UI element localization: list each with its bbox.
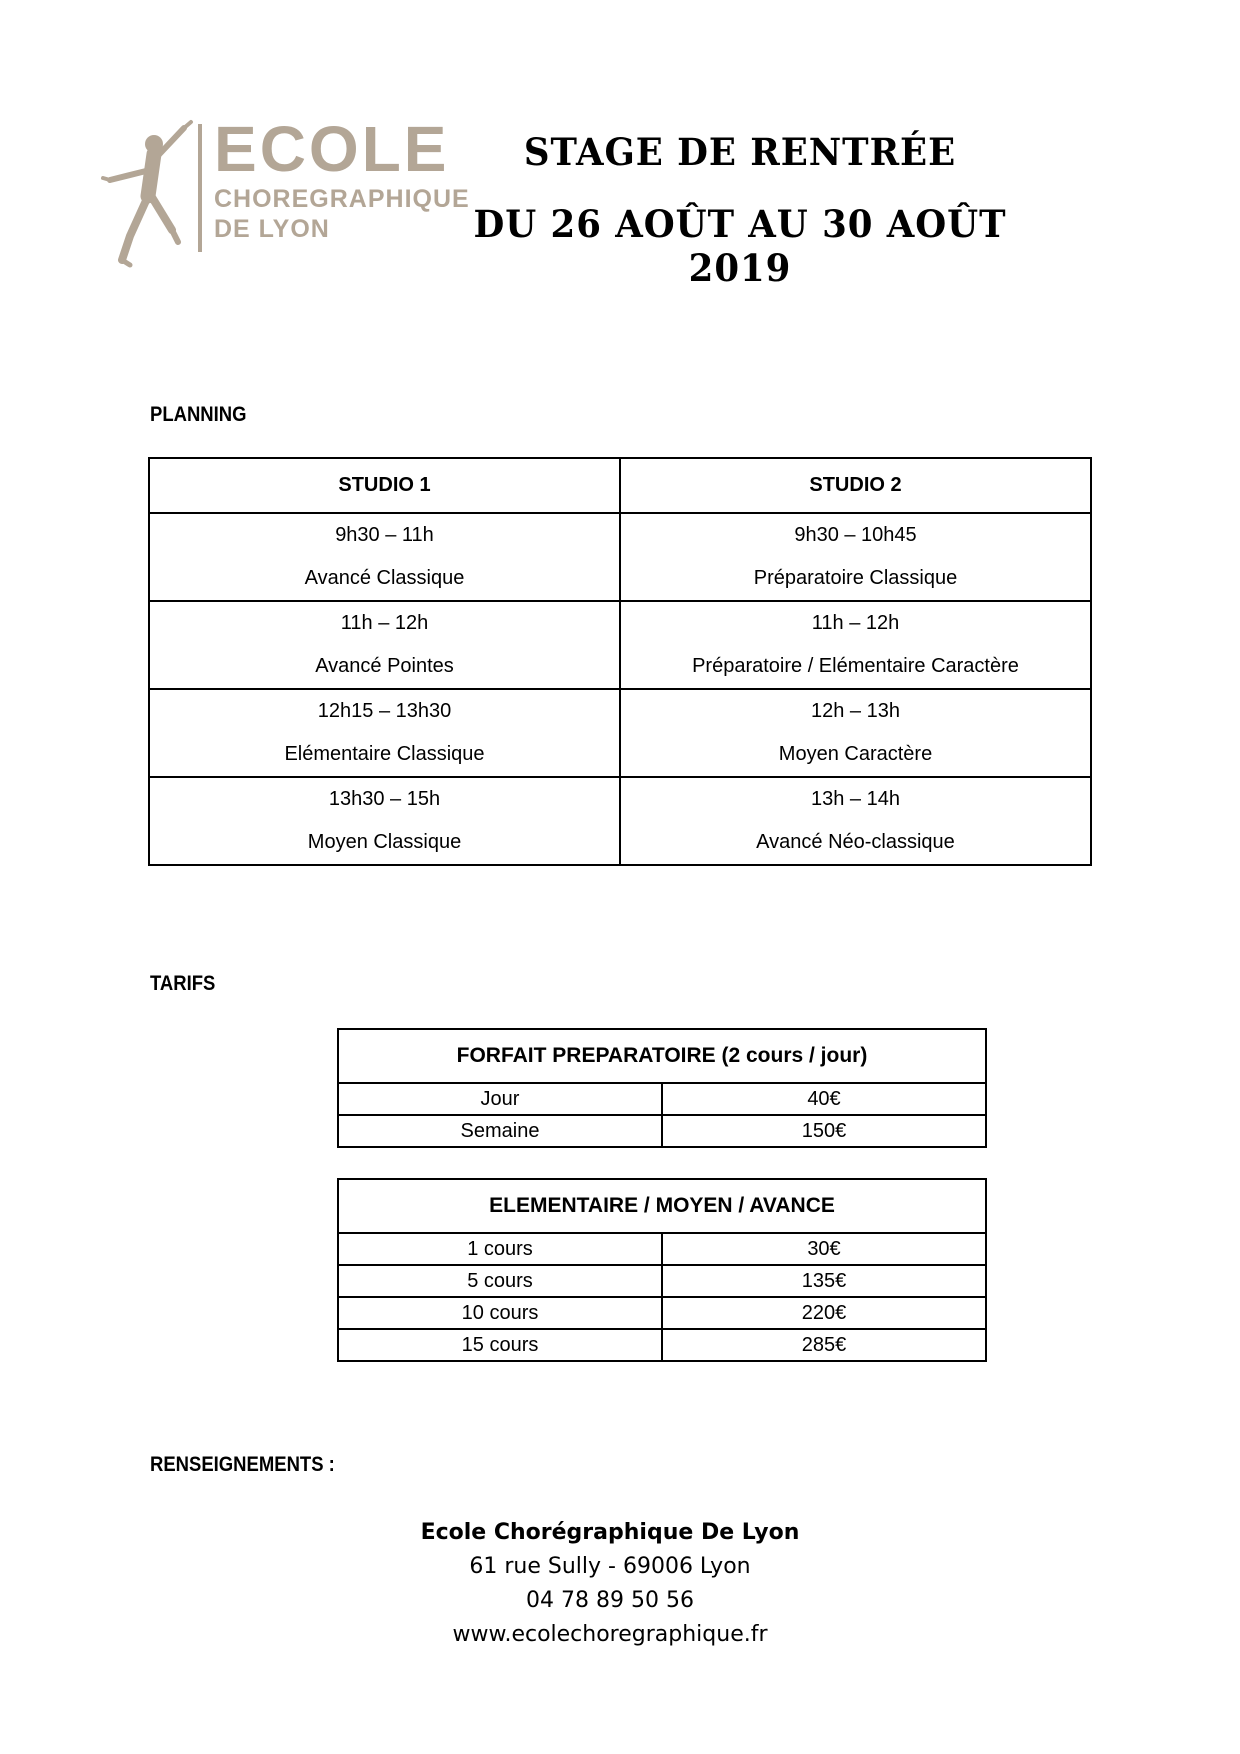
planning-cell: [620, 689, 1091, 777]
slot-time: 11h – 12h: [811, 612, 900, 634]
planning-cell: [149, 777, 620, 865]
planning-header-row: [149, 458, 1091, 513]
planning-column-studio2: STUDIO 2: [620, 458, 1091, 513]
planning-column-studio1: STUDIO 1: [149, 458, 620, 513]
slot-course: Avancé Néo-classique: [756, 831, 955, 853]
tarif-row: [338, 1083, 986, 1115]
tarif-header-row: [338, 1029, 986, 1083]
slot-course: Préparatoire / Elémentaire Caractère: [692, 655, 1019, 677]
slot-time: 11h – 12h: [340, 612, 429, 634]
planning-cell: [620, 777, 1091, 865]
tarif-item: 5 cours: [338, 1265, 662, 1297]
tarif-item: 1 cours: [338, 1233, 662, 1265]
slot-time: 13h30 – 15h: [328, 788, 441, 810]
planning-row: [149, 601, 1091, 689]
slot-course: Elémentaire Classique: [284, 743, 485, 765]
logo-subtitle-1: CHOREGRAPHIQUE: [214, 185, 470, 213]
logo-divider: [198, 124, 202, 252]
slot-course: Avancé Pointes: [315, 655, 454, 677]
slot-time: 9h30 – 10h45: [794, 524, 917, 546]
tarif-row: [338, 1115, 986, 1147]
planning-table: [148, 457, 1092, 866]
tarif-row: [338, 1265, 986, 1297]
planning-section-label: PLANNING: [150, 403, 247, 426]
slot-course: Moyen Caractère: [778, 743, 933, 765]
slot-course: Préparatoire Classique: [753, 567, 958, 589]
renseignements-section-label: RENSEIGNEMENTS :: [150, 1453, 335, 1476]
slot-time: 12h15 – 13h30: [317, 700, 452, 722]
tarif-price: 150€: [662, 1115, 986, 1147]
slot-time: 13h – 14h: [811, 788, 900, 810]
tarif-price: 40€: [662, 1083, 986, 1115]
tarifs-section-label: TARIFS: [150, 972, 216, 995]
planning-row: [149, 513, 1091, 601]
logo-name: ECOLE: [214, 113, 450, 185]
planning-cell: [149, 601, 620, 689]
slot-course: Moyen Classique: [307, 831, 462, 853]
tarif-item: Jour: [338, 1083, 662, 1115]
tarif-row: [338, 1233, 986, 1265]
tarif-price: 285€: [662, 1329, 986, 1361]
tarif-table-title: FORFAIT PREPARATOIRE (2 cours / jour): [338, 1029, 986, 1083]
planning-cell: [149, 513, 620, 601]
tarif-item: 10 cours: [338, 1297, 662, 1329]
title-line-2: DU 26 AOÛT AU 30 AOÛT 2019: [473, 202, 1007, 290]
tarif-item: Semaine: [338, 1115, 662, 1147]
tarif-table-elementaire: [337, 1178, 987, 1362]
slot-course: Avancé Classique: [304, 567, 465, 589]
school-logo: [100, 113, 470, 268]
planning-cell: [149, 689, 620, 777]
tarif-price: 220€: [662, 1297, 986, 1329]
contact-school-name: Ecole Chorégraphique De Lyon: [420, 1520, 800, 1545]
logo-subtitle-2: DE LYON: [214, 215, 330, 243]
contact-phone: 04 78 89 50 56: [526, 1588, 694, 1613]
slot-time: 9h30 – 11h: [335, 524, 434, 546]
planning-cell: [620, 513, 1091, 601]
tarif-table-title: ELEMENTAIRE / MOYEN / AVANCE: [338, 1179, 986, 1233]
tarif-table-preparatoire: [337, 1028, 987, 1148]
tarif-item: 15 cours: [338, 1329, 662, 1361]
title-line-1: STAGE DE RENTRÉE: [523, 130, 957, 174]
tarif-header-row: [338, 1179, 986, 1233]
tarif-price: 30€: [662, 1233, 986, 1265]
page-title: [430, 130, 1050, 290]
planning-cell: [620, 601, 1091, 689]
planning-row: [149, 689, 1091, 777]
tarif-price: 135€: [662, 1265, 986, 1297]
dancer-icon: [100, 118, 196, 268]
slot-time: 12h – 13h: [811, 700, 900, 722]
tarif-row: [338, 1297, 986, 1329]
tarif-row: [338, 1329, 986, 1361]
contact-address: 61 rue Sully - 69006 Lyon: [469, 1554, 751, 1579]
planning-row: [149, 777, 1091, 865]
contact-website: www.ecolechoregraphique.fr: [452, 1622, 768, 1647]
contact-block: [330, 1516, 890, 1652]
